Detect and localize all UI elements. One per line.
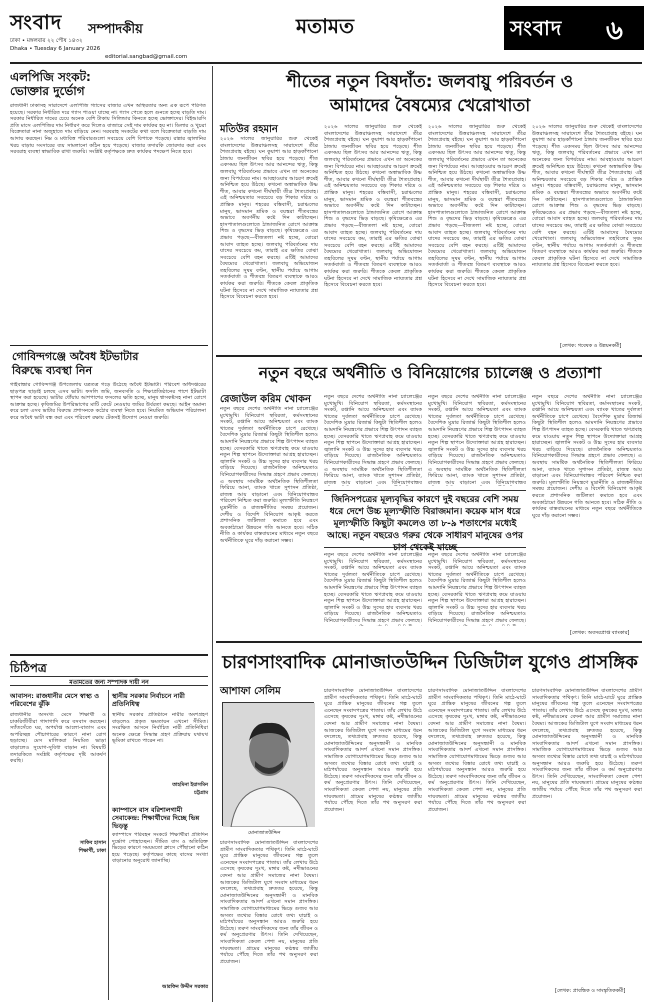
divider (216, 355, 642, 357)
pullquote-box (324, 490, 526, 553)
newspaper-logo-right: সংবাদ (510, 16, 563, 40)
article-3-headline[interactable]: চারণসাংবাদিক মোনাজাতউদ্দিন ডিজিটাল যুগেও প্রাসঙ্গিক (222, 652, 638, 673)
column-rule (108, 690, 109, 1000)
portrait-illustration (223, 703, 315, 827)
article-3-body-col2: চারণসাংবাদিক মোনাজাতউদ্দিন বাংলাদেশের গ্রামীণ সাংবাদিকতার পথিকৃৎ। তিনি মাঠে-ঘাটে ঘুরে প্রান্তিক মানুষের জীবনের গল্প তুলে এনেছেন সংবাদপত্রের পাতায়। তাঁর লেখায় উঠে এসেছে কৃষকের দুঃখ, মঙ্গার কষ্ট, নদীভাঙনের বেদনা আর গ্রামীণ সমাজের নানা বৈষম্য। আজকের ডিজিটাল যুগে সংবাদ মাধ্যমের ধরন বদলেছে, তথ্যপ্রবাহ দ্রুততর হয়েছে, কিন্তু মোনাজাতউদ্দিনের অনুসন্ধানী ও মানবিক সাংবাদিকতার আদর্শ এখনো সমান প্রাসঙ্গিক। সামাজিক যোগাযোগমাধ্যমের ভিড়ে গুজব আর অসত্য তথ্যের বিস্তার রোধে তথ্য যাচাই ও মাঠপর্যায়ের অনুসন্ধান আরও জরুরি হয়ে উঠেছে। তরুণ সাংবাদিকদের জন্য তাঁর জীবন ও কর্ম অনুপ্রেরণার উৎস। তিনি দেখিয়েছেন, সাংবাদিকতা কেবল পেশা নয়, মানুষের প্রতি দায়বদ্ধতা। গ্রামের মানুষের কণ্ঠস্বর জাতীয় পর্যায়ে পৌঁছে দিতে তাঁর পথ অনুসরণ করা প্রয়োজন। (324, 688, 422, 813)
article-1-author: মতিউর রহমান (220, 124, 278, 135)
article-3-footer: [লেখক: প্রাবন্ধিক ও সাংস্কৃতিককর্মী] (555, 988, 626, 994)
article-2-body-col1: নতুন বছরে দেশের অর্থনীতি নানা চ্যালেঞ্জের মুখোমুখি। বিনিয়োগ স্থবিরতা, কর্মসংস্থানের সংকট, রপ্তানি আয়ে অনিশ্চয়তা এবং ব্যাংক খাতের দুর্বলতা অর্থনীতিকে চাপে রেখেছে। বৈদেশিক মুদ্রার রিজার্ভ কিছুটা স্থিতিশীল হলেও আমদানি নিয়ন্ত্রণের প্রভাবে শিল্প উৎপাদন ব্যাহত হচ্ছে। বেসরকারি খাতে ঋণপ্রবাহ কমে যাওয়ায় নতুন শিল্প স্থাপনে উদ্যোক্তারা আগ্রহ হারাচ্ছেন। জ্বালানি সংকট ও উচ্চ সুদের হার ব্যবসার খরচ বাড়িয়ে দিয়েছে। রাজনৈতিক অনিশ্চয়তাও বিনিয়োগকারীদের সিদ্ধান্ত গ্রহণে প্রভাব ফেলছে। এ অবস্থায় সামষ্টিক অর্থনৈতিক স্থিতিশীলতা ফিরিয়ে আনা, ব্যাংক খাতে সুশাসন প্রতিষ্ঠা, রাজস্ব আয় বাড়ানো এবং বিনিয়োগবান্ধব পরিবেশ নিশ্চিত করা জরুরি। মূল্যস্ফীতি নিয়ন্ত্রণে মুদ্রানীতি ও রাজস্বনীতির সমন্বয় প্রয়োজন। দেশীয় ও বিদেশি বিনিয়োগ আকৃষ্ট করতে প্রশাসনিক জটিলতা কমাতে হবে এবং অবকাঠামো উন্নয়নে গতি আনতে হবে। সঠিক নীতি ও কার্যকর বাস্তবায়নের মাধ্যমে নতুন বছরে অর্থনীতিকে ঘুরে দাঁড় করানো সম্ভব। (220, 406, 318, 544)
letter-1-body: রাজধানীর অসংখ্য মেসে শিক্ষার্থী ও চাকরিজীবীরা গাদাগাদি করে বসবাস করছেন। স্যাঁতসেঁতে ঘর, অপর্যাপ্ত আলো-বাতাস এবং অপরিচ্ছন্ন শৌচাগারের কারণে নানা রোগ ছড়াচ্ছে। মেস মালিকরা নিয়মিত ভাড়া বাড়ালেও সুযোগ-সুবিধা বাড়ান না। বিষয়টি তদারকিতে সংশ্লিষ্ট কর্তৃপক্ষের দৃষ্টি আকর্ষণ করছি। (10, 712, 106, 765)
masthead-rule (10, 62, 642, 64)
divider (216, 641, 642, 643)
date-en: Dhaka • Tuesday 6 January 2026 (10, 46, 101, 52)
column-rule (212, 66, 213, 1002)
email[interactable]: editorial.sangbad@gmail.com (105, 54, 188, 60)
article-2-body-col3: নতুন বছরে দেশের অর্থনীতি নানা চ্যালেঞ্জের মুখোমুখি। বিনিয়োগ স্থবিরতা, কর্মসংস্থানের সংকট, রপ্তানি আয়ে অনিশ্চয়তা এবং ব্যাংক খাতের দুর্বলতা অর্থনীতিকে চাপে রেখেছে। বৈদেশিক মুদ্রার রিজার্ভ কিছুটা স্থিতিশীল হলেও আমদানি নিয়ন্ত্রণের প্রভাবে শিল্প উৎপাদন ব্যাহত হচ্ছে। বেসরকারি খাতে ঋণপ্রবাহ কমে যাওয়ায় নতুন শিল্প স্থাপনে উদ্যোক্তারা আগ্রহ হারাচ্ছেন। জ্বালানি সংকট ও উচ্চ সুদের হার ব্যবসার খরচ বাড়িয়ে দিয়েছে। রাজনৈতিক অনিশ্চয়তাও বিনিয়োগকারীদের সিদ্ধান্ত গ্রহণে প্রভাব ফেলছে। এ অবস্থায় সামষ্টিক অর্থনৈতিক স্থিতিশীলতা ফিরিয়ে আনা, ব্যাংক খাতে সুশাসন প্রতিষ্ঠা, রাজস্ব আয় বাড়ানো এবং বিনিয়োগবান্ধব (428, 394, 526, 486)
article-2-headline[interactable]: নতুন বছরে অর্থনীতি ও বিনিয়োগের চ্যালেঞ্জ ও প্রত্যাশা (258, 364, 602, 382)
editorial-2-body: গাইবান্ধার গোবিন্দগঞ্জ উপজেলায় যত্রতত্র গড়ে উঠেছে অবৈধ ইটভাটা। পরিবেশ অধিদপ্তরের ছাড়পত্র ছাড়াই চলছে এসব ভাটা। ফসলি জমি, জনবসতি ও শিক্ষাপ্রতিষ্ঠানের পাশে ইটভাটা স্থাপন করা হয়েছে। ভাটার ধোঁয়ায় আশপাশের ফসলের ক্ষতি হচ্ছে, মানুষ শ্বাসকষ্টসহ নানা রোগে আক্রান্ত হচ্ছে। কৃষিজমির উপরিভাগের মাটি কেটে নেওয়ায় জমির উর্বরতা কমছে। আইন অমান্য করে চলা এসব ভাটার বিরুদ্ধে প্রশাসনকে কঠোর ব্যবস্থা নিতে হবে। নিয়মিত অভিযান পরিচালনা করে অবৈধ ভাটা বন্ধ করা এবং পরিবেশ রক্ষায় টেকসই উদ্যোগ নেওয়া জরুরি। (10, 382, 206, 421)
divider (10, 654, 208, 656)
page-number: ৬ (606, 16, 623, 46)
pullquote: জিনিসপত্রের মূল্যবৃদ্ধির কারণে দুই বছরের বেশি সময় ধরে দেশে উচ্চ মূল্যস্ফীতি বিরাজমান। কয়েক মাস ধরে মূল্যস্ফীতি কিছুটা কমলেও তা ৮-৯ শতাংশের মধ্যেই আছে। নতুন বছরেও গরুর থেকে সাধারণ মানুষের ওপর চাপ থেকেই যাচ্ছে (327, 495, 523, 553)
letter-3-signature: আরফিন উদ্দীন সরকার (162, 984, 208, 990)
article-1-footer: [লেখক: গবেষক ও উন্নয়নকর্মী] (560, 343, 622, 349)
article-2-author: রেজাউল করিম খোকন (220, 394, 312, 405)
masthead-right-box (504, 6, 644, 50)
article-3-author: আশাফা সেলিম (220, 686, 281, 697)
article-3-body-col1: চারণসাংবাদিক মোনাজাতউদ্দিন বাংলাদেশের গ্রামীণ সাংবাদিকতার পথিকৃৎ। তিনি মাঠে-ঘাটে ঘুরে প্রান্তিক মানুষের জীবনের গল্প তুলে এনেছেন সংবাদপত্রের পাতায়। তাঁর লেখায় উঠে এসেছে কৃষকের দুঃখ, মঙ্গার কষ্ট, নদীভাঙনের বেদনা আর গ্রামীণ সমাজের নানা বৈষম্য। আজকের ডিজিটাল যুগে সংবাদ মাধ্যমের ধরন বদলেছে, তথ্যপ্রবাহ দ্রুততর হয়েছে, কিন্তু মোনাজাতউদ্দিনের অনুসন্ধানী ও মানবিক সাংবাদিকতার আদর্শ এখনো সমান প্রাসঙ্গিক। সামাজিক যোগাযোগমাধ্যমের ভিড়ে গুজব আর অসত্য তথ্যের বিস্তার রোধে তথ্য যাচাই ও মাঠপর্যায়ের অনুসন্ধান আরও জরুরি হয়ে উঠেছে। তরুণ সাংবাদিকদের জন্য তাঁর জীবন ও কর্ম অনুপ্রেরণার উৎস। তিনি দেখিয়েছেন, সাংবাদিকতা কেবল পেশা নয়, মানুষের প্রতি দায়বদ্ধতা। গ্রামের মানুষের কণ্ঠস্বর জাতীয় পর্যায়ে পৌঁছে দিতে তাঁর পথ অনুসরণ করা প্রয়োজন। (220, 840, 318, 965)
letter-2-title: স্থানীয় সরকার নির্বাচনে নারী প্রতিনিধিত্ব (112, 692, 185, 708)
date-bn: ঢাকা • মঙ্গলবার ২২ পৌষ ১৪৩২ (10, 38, 83, 44)
article-3-body-col4: চারণসাংবাদিক মোনাজাতউদ্দিন বাংলাদেশের গ্রামীণ সাংবাদিকতার পথিকৃৎ। তিনি মাঠে-ঘাটে ঘুরে প্রান্তিক মানুষের জীবনের গল্প তুলে এনেছেন সংবাদপত্রের পাতায়। তাঁর লেখায় উঠে এসেছে কৃষকের দুঃখ, মঙ্গার কষ্ট, নদীভাঙনের বেদনা আর গ্রামীণ সমাজের নানা বৈষম্য। আজকের ডিজিটাল যুগে সংবাদ মাধ্যমের ধরন বদলেছে, তথ্যপ্রবাহ দ্রুততর হয়েছে, কিন্তু মোনাজাতউদ্দিনের অনুসন্ধানী ও মানবিক সাংবাদিকতার আদর্শ এখনো সমান প্রাসঙ্গিক। সামাজিক যোগাযোগমাধ্যমের ভিড়ে গুজব আর অসত্য তথ্যের বিস্তার রোধে তথ্য যাচাই ও মাঠপর্যায়ের অনুসন্ধান আরও জরুরি হয়ে উঠেছে। তরুণ সাংবাদিকদের জন্য তাঁর জীবন ও কর্ম অনুপ্রেরণার উৎস। তিনি দেখিয়েছেন, সাংবাদিকতা কেবল পেশা নয়, মানুষের প্রতি দায়বদ্ধতা। গ্রামের মানুষের কণ্ঠস্বর জাতীয় পর্যায়ে পৌঁছে দিতে তাঁর পথ অনুসরণ করা প্রয়োজন। (532, 688, 642, 800)
article-2-body-col3b: নতুন বছরে দেশের অর্থনীতি নানা চ্যালেঞ্জের মুখোমুখি। বিনিয়োগ স্থবিরতা, কর্মসংস্থানের সংকট, রপ্তানি আয়ে অনিশ্চয়তা এবং ব্যাংক খাতের দুর্বলতা অর্থনীতিকে চাপে রেখেছে। বৈদেশিক মুদ্রার রিজার্ভ কিছুটা স্থিতিশীল হলেও আমদানি নিয়ন্ত্রণের প্রভাবে শিল্প উৎপাদন ব্যাহত হচ্ছে। বেসরকারি খাতে ঋণপ্রবাহ কমে যাওয়ায় নতুন শিল্প স্থাপনে উদ্যোক্তারা আগ্রহ হারাচ্ছেন। জ্বালানি সংকট ও উচ্চ সুদের হার ব্যবসার খরচ বাড়িয়ে দিয়েছে। রাজনৈতিক অনিশ্চয়তাও বিনিয়োগকারীদের সিদ্ধান্ত গ্রহণে প্রভাব ফেলছে। (428, 552, 526, 624)
letter-3-body: ক্যাম্পাসে পরিবহন সংকটে শিক্ষার্থীরা প্রতিদিন দুর্ভোগ পোহাচ্ছেন। সীমিত বাস ও অতিরিক্ত ভিড়ের কারণে সময়মতো ক্লাসে পৌঁছানো কঠিন হয়ে পড়েছে। কর্তৃপক্ষের কাছে বাসের সংখ্যা বাড়ানোর অনুরোধ জানাচ্ছি। (112, 832, 208, 865)
letters-heading: চিঠিপত্র (10, 661, 47, 675)
editorial-1-body: রাজধানী ঢাকাসহ সারাদেশে এলপিজি গ্যাসের বাজার এখন অস্থিরতার অন্য এক রূপে পরিণত হয়েছে। সরকার নির্ধারিত দরে গ্যাস পাওয়া যাচ্ছে না। গ্যাস পেতে হলে গুনতে হচ্ছে বাড়তি দাম। সরকার নির্ধারিত দামের চেয়ে অনেক বেশি টাকায় সিলিন্ডার কিনতে হচ্ছে ভোক্তাদের। বিইআরসি প্রতি মাসে এলপিজির দাম নির্ধারণ করে দিলেও বাজারে সেই দাম কার্যকর হয় না। ডিলার ও খুচরা বিক্রেতারা নানা অজুহাতে দাম বাড়িয়ে নেন। সরবরাহ সংকটের কথা বলে বিক্রেতারা বাড়তি দাম আদায় করছেন। নিম্ন ও মধ্যবিত্ত পরিবারগুলো সবচেয়ে বেশি বিপাকে পড়েছে। রান্নার জ্বালানির খরচ বাড়ায় সংসারের ব্যয় সামলানো কঠিন হয়ে পড়েছে। বাজার তদারকি জোরদার করা এবং সরবরাহ ব্যবস্থা স্বাভাবিক রাখা জরুরি। সংশ্লিষ্ট কর্তৃপক্ষকে দ্রুত কার্যকর পদক্ষেপ নিতে হবে। (10, 103, 206, 156)
masthead-left (10, 6, 210, 60)
author-portrait-photo (222, 702, 314, 826)
editorial-label: সম্পাদকীয় (88, 22, 143, 37)
article-2-body-col2b: নতুন বছরে দেশের অর্থনীতি নানা চ্যালেঞ্জের মুখোমুখি। বিনিয়োগ স্থবিরতা, কর্মসংস্থানের সংকট, রপ্তানি আয়ে অনিশ্চয়তা এবং ব্যাংক খাতের দুর্বলতা অর্থনীতিকে চাপে রেখেছে। বৈদেশিক মুদ্রার রিজার্ভ কিছুটা স্থিতিশীল হলেও আমদানি নিয়ন্ত্রণের প্রভাবে শিল্প উৎপাদন ব্যাহত হচ্ছে। বেসরকারি খাতে ঋণপ্রবাহ কমে যাওয়ায় নতুন শিল্প স্থাপনে উদ্যোক্তারা আগ্রহ হারাচ্ছেন। জ্বালানি সংকট ও উচ্চ সুদের হার ব্যবসার খরচ বাড়িয়ে দিয়েছে। রাজনৈতিক অনিশ্চয়তাও বিনিয়োগকারীদের সিদ্ধান্ত গ্রহণে প্রভাব ফেলছে। (324, 552, 422, 624)
letters-subheading: মতামতের জন্য সম্পাদক দায়ী নন (10, 676, 208, 686)
divider (10, 345, 208, 346)
letter-1-signature: সাকিব হাসান শিক্ষার্থী, ঢাকা (78, 840, 106, 854)
letter-1-title: আবাসন: রাজধানীর মেসে স্বাস্থ্য ও পরিবেশের ঝুঁকি (10, 692, 99, 708)
letter-3-title: ক্যাম্পাসে বাস বরিশালগামী সেবাকেন্দ্র: শিক্ষার্থীদের দিচ্ছে ভিন্ন ভিড়ন্তু (112, 806, 200, 830)
photo-caption: মোনাজাতউদ্দিন (248, 830, 281, 836)
letter-2-signature: তাহমিনা ইয়াসমিন চট্টগ্রাম (172, 782, 208, 796)
editorial-1-title: এলপিজি সংকট: ভোক্তার দুর্ভোগ (10, 70, 91, 98)
article-1-body-col3: ২০২৬ সালের জানুয়ারির শুরু থেকেই বাংলাদেশের উত্তরাঞ্চলসহ সারাদেশে তীব্র শৈত্যপ্রবাহ বইছে। ঘন কুয়াশা আর হাড়কাঁপানো ঠান্ডায় জনজীবন স্থবির হয়ে পড়েছে। শীত একসময় ছিল উৎসব আর আনন্দের ঋতু, কিন্তু জলবায়ু পরিবর্তনের প্রভাবে এখন তা অনেকের জন্য বিপর্যয়ের নাম। আবহাওয়ার আচরণ ক্রমেই অনিশ্চিত হয়ে উঠছে। কখনো অস্বাভাবিক উষ্ণ শীত, আবার কখনো দীর্ঘস্থায়ী তীব্র শৈত্যপ্রবাহ। এই অনিশ্চয়তার সবচেয়ে বড় শিকার দরিদ্র ও প্রান্তিক মানুষ। শহরের বস্তিবাসী, চরাঞ্চলের মানুষ, ভাসমান শ্রমিক ও বয়স্করা শীতবস্ত্রের অভাবে অবর্ণনীয় কষ্টে দিন কাটাচ্ছেন। হাসপাতালগুলোতে ঠান্ডাজনিত রোগে আক্রান্ত শিশু ও বৃদ্ধদের ভিড় বাড়ছে। কৃষিক্ষেত্রেও এর প্রভাব পড়ছে—বীজতলা নষ্ট হচ্ছে, বোরো আবাদ ব্যাহত হচ্ছে। জলবায়ু পরিবর্তনের দায় যাদের সবচেয়ে কম, তারাই এর ক্ষতির বোঝা সবচেয়ে বেশি বহন করছে। এটিই আমাদের বৈষম্যের খেরোখাতা। জলবায়ু অভিযোজন তহবিলের সুষম বণ্টন, স্থানীয় পর্যায়ে আগাম সতর্কবার্তা ও শীতবস্ত্র বিতরণ ব্যবস্থাকে আরও কার্যকর করা জরুরি। শীতকে কেবল প্রাকৃতিক ঘটনা হিসেবে না দেখে সামাজিক ন্যায্যতার প্রশ্ন হিসেবে বিবেচনা করতে হবে। (428, 124, 526, 289)
article-1-headline[interactable]: শীতের নতুন বিষদাঁত: জলবায়ু পরিবর্তন ও আমাদের বৈষম্যের খেরোখাতা (286, 72, 574, 116)
article-2-footer: [লেখক: অবসরপ্রাপ্ত ব্যাংকার] (570, 630, 630, 636)
section-title: মতামত (296, 14, 355, 38)
article-1-body-col1: ২০২৬ সালের জানুয়ারির শুরু থেকেই বাংলাদেশের উত্তরাঞ্চলসহ সারাদেশে তীব্র শৈত্যপ্রবাহ বইছে। ঘন কুয়াশা আর হাড়কাঁপানো ঠান্ডায় জনজীবন স্থবির হয়ে পড়েছে। শীত একসময় ছিল উৎসব আর আনন্দের ঋতু, কিন্তু জলবায়ু পরিবর্তনের প্রভাবে এখন তা অনেকের জন্য বিপর্যয়ের নাম। আবহাওয়ার আচরণ ক্রমেই অনিশ্চিত হয়ে উঠছে। কখনো অস্বাভাবিক উষ্ণ শীত, আবার কখনো দীর্ঘস্থায়ী তীব্র শৈত্যপ্রবাহ। এই অনিশ্চয়তার সবচেয়ে বড় শিকার দরিদ্র ও প্রান্তিক মানুষ। শহরের বস্তিবাসী, চরাঞ্চলের মানুষ, ভাসমান শ্রমিক ও বয়স্করা শীতবস্ত্রের অভাবে অবর্ণনীয় কষ্টে দিন কাটাচ্ছেন। হাসপাতালগুলোতে ঠান্ডাজনিত রোগে আক্রান্ত শিশু ও বৃদ্ধদের ভিড় বাড়ছে। কৃষিক্ষেত্রেও এর প্রভাব পড়ছে—বীজতলা নষ্ট হচ্ছে, বোরো আবাদ ব্যাহত হচ্ছে। জলবায়ু পরিবর্তনের দায় যাদের সবচেয়ে কম, তারাই এর ক্ষতির বোঝা সবচেয়ে বেশি বহন করছে। এটিই আমাদের বৈষম্যের খেরোখাতা। জলবায়ু অভিযোজন তহবিলের সুষম বণ্টন, স্থানীয় পর্যায়ে আগাম সতর্কবার্তা ও শীতবস্ত্র বিতরণ ব্যবস্থাকে আরও কার্যকর করা জরুরি। শীতকে কেবল প্রাকৃতিক ঘটনা হিসেবে না দেখে সামাজিক ন্যায্যতার প্রশ্ন হিসেবে বিবেচনা করতে হবে। (220, 136, 318, 301)
article-2-body-col2: নতুন বছরে দেশের অর্থনীতি নানা চ্যালেঞ্জের মুখোমুখি। বিনিয়োগ স্থবিরতা, কর্মসংস্থানের সংকট, রপ্তানি আয়ে অনিশ্চয়তা এবং ব্যাংক খাতের দুর্বলতা অর্থনীতিকে চাপে রেখেছে। বৈদেশিক মুদ্রার রিজার্ভ কিছুটা স্থিতিশীল হলেও আমদানি নিয়ন্ত্রণের প্রভাবে শিল্প উৎপাদন ব্যাহত হচ্ছে। বেসরকারি খাতে ঋণপ্রবাহ কমে যাওয়ায় নতুন শিল্প স্থাপনে উদ্যোক্তারা আগ্রহ হারাচ্ছেন। জ্বালানি সংকট ও উচ্চ সুদের হার ব্যবসার খরচ বাড়িয়ে দিয়েছে। রাজনৈতিক অনিশ্চয়তাও বিনিয়োগকারীদের সিদ্ধান্ত গ্রহণে প্রভাব ফেলছে। এ অবস্থায় সামষ্টিক অর্থনৈতিক স্থিতিশীলতা ফিরিয়ে আনা, ব্যাংক খাতে সুশাসন প্রতিষ্ঠা, রাজস্ব আয় বাড়ানো এবং বিনিয়োগবান্ধব (324, 394, 422, 486)
article-1-body-col2: ২০২৬ সালের জানুয়ারির শুরু থেকেই বাংলাদেশের উত্তরাঞ্চলসহ সারাদেশে তীব্র শৈত্যপ্রবাহ বইছে। ঘন কুয়াশা আর হাড়কাঁপানো ঠান্ডায় জনজীবন স্থবির হয়ে পড়েছে। শীত একসময় ছিল উৎসব আর আনন্দের ঋতু, কিন্তু জলবায়ু পরিবর্তনের প্রভাবে এখন তা অনেকের জন্য বিপর্যয়ের নাম। আবহাওয়ার আচরণ ক্রমেই অনিশ্চিত হয়ে উঠছে। কখনো অস্বাভাবিক উষ্ণ শীত, আবার কখনো দীর্ঘস্থায়ী তীব্র শৈত্যপ্রবাহ। এই অনিশ্চয়তার সবচেয়ে বড় শিকার দরিদ্র ও প্রান্তিক মানুষ। শহরের বস্তিবাসী, চরাঞ্চলের মানুষ, ভাসমান শ্রমিক ও বয়স্করা শীতবস্ত্রের অভাবে অবর্ণনীয় কষ্টে দিন কাটাচ্ছেন। হাসপাতালগুলোতে ঠান্ডাজনিত রোগে আক্রান্ত শিশু ও বৃদ্ধদের ভিড় বাড়ছে। কৃষিক্ষেত্রেও এর প্রভাব পড়ছে—বীজতলা নষ্ট হচ্ছে, বোরো আবাদ ব্যাহত হচ্ছে। জলবায়ু পরিবর্তনের দায় যাদের সবচেয়ে কম, তারাই এর ক্ষতির বোঝা সবচেয়ে বেশি বহন করছে। এটিই আমাদের বৈষম্যের খেরোখাতা। জলবায়ু অভিযোজন তহবিলের সুষম বণ্টন, স্থানীয় পর্যায়ে আগাম সতর্কবার্তা ও শীতবস্ত্র বিতরণ ব্যবস্থাকে আরও কার্যকর করা জরুরি। শীতকে কেবল প্রাকৃতিক ঘটনা হিসেবে না দেখে সামাজিক ন্যায্যতার প্রশ্ন হিসেবে বিবেচনা করতে হবে। (324, 124, 422, 289)
article-2-body-col4: নতুন বছরে দেশের অর্থনীতি নানা চ্যালেঞ্জের মুখোমুখি। বিনিয়োগ স্থবিরতা, কর্মসংস্থানের সংকট, রপ্তানি আয়ে অনিশ্চয়তা এবং ব্যাংক খাতের দুর্বলতা অর্থনীতিকে চাপে রেখেছে। বৈদেশিক মুদ্রার রিজার্ভ কিছুটা স্থিতিশীল হলেও আমদানি নিয়ন্ত্রণের প্রভাবে শিল্প উৎপাদন ব্যাহত হচ্ছে। বেসরকারি খাতে ঋণপ্রবাহ কমে যাওয়ায় নতুন শিল্প স্থাপনে উদ্যোক্তারা আগ্রহ হারাচ্ছেন। জ্বালানি সংকট ও উচ্চ সুদের হার ব্যবসার খরচ বাড়িয়ে দিয়েছে। রাজনৈতিক অনিশ্চয়তাও বিনিয়োগকারীদের সিদ্ধান্ত গ্রহণে প্রভাব ফেলছে। এ অবস্থায় সামষ্টিক অর্থনৈতিক স্থিতিশীলতা ফিরিয়ে আনা, ব্যাংক খাতে সুশাসন প্রতিষ্ঠা, রাজস্ব আয় বাড়ানো এবং বিনিয়োগবান্ধব পরিবেশ নিশ্চিত করা জরুরি। মূল্যস্ফীতি নিয়ন্ত্রণে মুদ্রানীতি ও রাজস্বনীতির সমন্বয় প্রয়োজন। দেশীয় ও বিদেশি বিনিয়োগ আকৃষ্ট করতে প্রশাসনিক জটিলতা কমাতে হবে এবং অবকাঠামো উন্নয়নে গতি আনতে হবে। সঠিক নীতি ও কার্যকর বাস্তবায়নের মাধ্যমে নতুন বছরে অর্থনীতিকে ঘুরে দাঁড় করানো সম্ভব। (532, 394, 642, 519)
newspaper-logo: সংবাদ (10, 10, 63, 34)
article-3-body-col3: চারণসাংবাদিক মোনাজাতউদ্দিন বাংলাদেশের গ্রামীণ সাংবাদিকতার পথিকৃৎ। তিনি মাঠে-ঘাটে ঘুরে প্রান্তিক মানুষের জীবনের গল্প তুলে এনেছেন সংবাদপত্রের পাতায়। তাঁর লেখায় উঠে এসেছে কৃষকের দুঃখ, মঙ্গার কষ্ট, নদীভাঙনের বেদনা আর গ্রামীণ সমাজের নানা বৈষম্য। আজকের ডিজিটাল যুগে সংবাদ মাধ্যমের ধরন বদলেছে, তথ্যপ্রবাহ দ্রুততর হয়েছে, কিন্তু মোনাজাতউদ্দিনের অনুসন্ধানী ও মানবিক সাংবাদিকতার আদর্শ এখনো সমান প্রাসঙ্গিক। সামাজিক যোগাযোগমাধ্যমের ভিড়ে গুজব আর অসত্য তথ্যের বিস্তার রোধে তথ্য যাচাই ও মাঠপর্যায়ের অনুসন্ধান আরও জরুরি হয়ে উঠেছে। তরুণ সাংবাদিকদের জন্য তাঁর জীবন ও কর্ম অনুপ্রেরণার উৎস। তিনি দেখিয়েছেন, সাংবাদিকতা কেবল পেশা নয়, মানুষের প্রতি দায়বদ্ধতা। গ্রামের মানুষের কণ্ঠস্বর জাতীয় পর্যায়ে পৌঁছে দিতে তাঁর পথ অনুসরণ করা প্রয়োজন। (428, 688, 526, 813)
article-1-body-col4: ২০২৬ সালের জানুয়ারির শুরু থেকেই বাংলাদেশের উত্তরাঞ্চলসহ সারাদেশে তীব্র শৈত্যপ্রবাহ বইছে। ঘন কুয়াশা আর হাড়কাঁপানো ঠান্ডায় জনজীবন স্থবির হয়ে পড়েছে। শীত একসময় ছিল উৎসব আর আনন্দের ঋতু, কিন্তু জলবায়ু পরিবর্তনের প্রভাবে এখন তা অনেকের জন্য বিপর্যয়ের নাম। আবহাওয়ার আচরণ ক্রমেই অনিশ্চিত হয়ে উঠছে। কখনো অস্বাভাবিক উষ্ণ শীত, আবার কখনো দীর্ঘস্থায়ী তীব্র শৈত্যপ্রবাহ। এই অনিশ্চয়তার সবচেয়ে বড় শিকার দরিদ্র ও প্রান্তিক মানুষ। শহরের বস্তিবাসী, চরাঞ্চলের মানুষ, ভাসমান শ্রমিক ও বয়স্করা শীতবস্ত্রের অভাবে অবর্ণনীয় কষ্টে দিন কাটাচ্ছেন। হাসপাতালগুলোতে ঠান্ডাজনিত রোগে আক্রান্ত শিশু ও বৃদ্ধদের ভিড় বাড়ছে। কৃষিক্ষেত্রেও এর প্রভাব পড়ছে—বীজতলা নষ্ট হচ্ছে, বোরো আবাদ ব্যাহত হচ্ছে। জলবায়ু পরিবর্তনের দায় যাদের সবচেয়ে কম, তারাই এর ক্ষতির বোঝা সবচেয়ে বেশি বহন করছে। এটিই আমাদের বৈষম্যের খেরোখাতা। জলবায়ু অভিযোজন তহবিলের সুষম বণ্টন, স্থানীয় পর্যায়ে আগাম সতর্কবার্তা ও শীতবস্ত্র বিতরণ ব্যবস্থাকে আরও কার্যকর করা জরুরি। শীতকে কেবল প্রাকৃতিক ঘটনা হিসেবে না দেখে সামাজিক ন্যায্যতার প্রশ্ন হিসেবে বিবেচনা করতে হবে। (532, 124, 642, 269)
letter-2-body: স্থানীয় সরকার প্রতিষ্ঠানে নারীর অংশগ্রহণ বাড়লেও প্রকৃত ক্ষমতায়ন এখনো সীমিত। সংরক্ষিত আসনে নির্বাচিত নারী প্রতিনিধিরা অনেক ক্ষেত্রে সিদ্ধান্ত গ্রহণ প্রক্রিয়ায় যথাযথ ভূমিকা রাখতে পারেন না। (112, 712, 208, 745)
editorial-2-title: গোবিন্দগঞ্জে অবৈধ ইটভাটার বিরুদ্ধে ব্যবস্থা নিন (12, 350, 139, 377)
